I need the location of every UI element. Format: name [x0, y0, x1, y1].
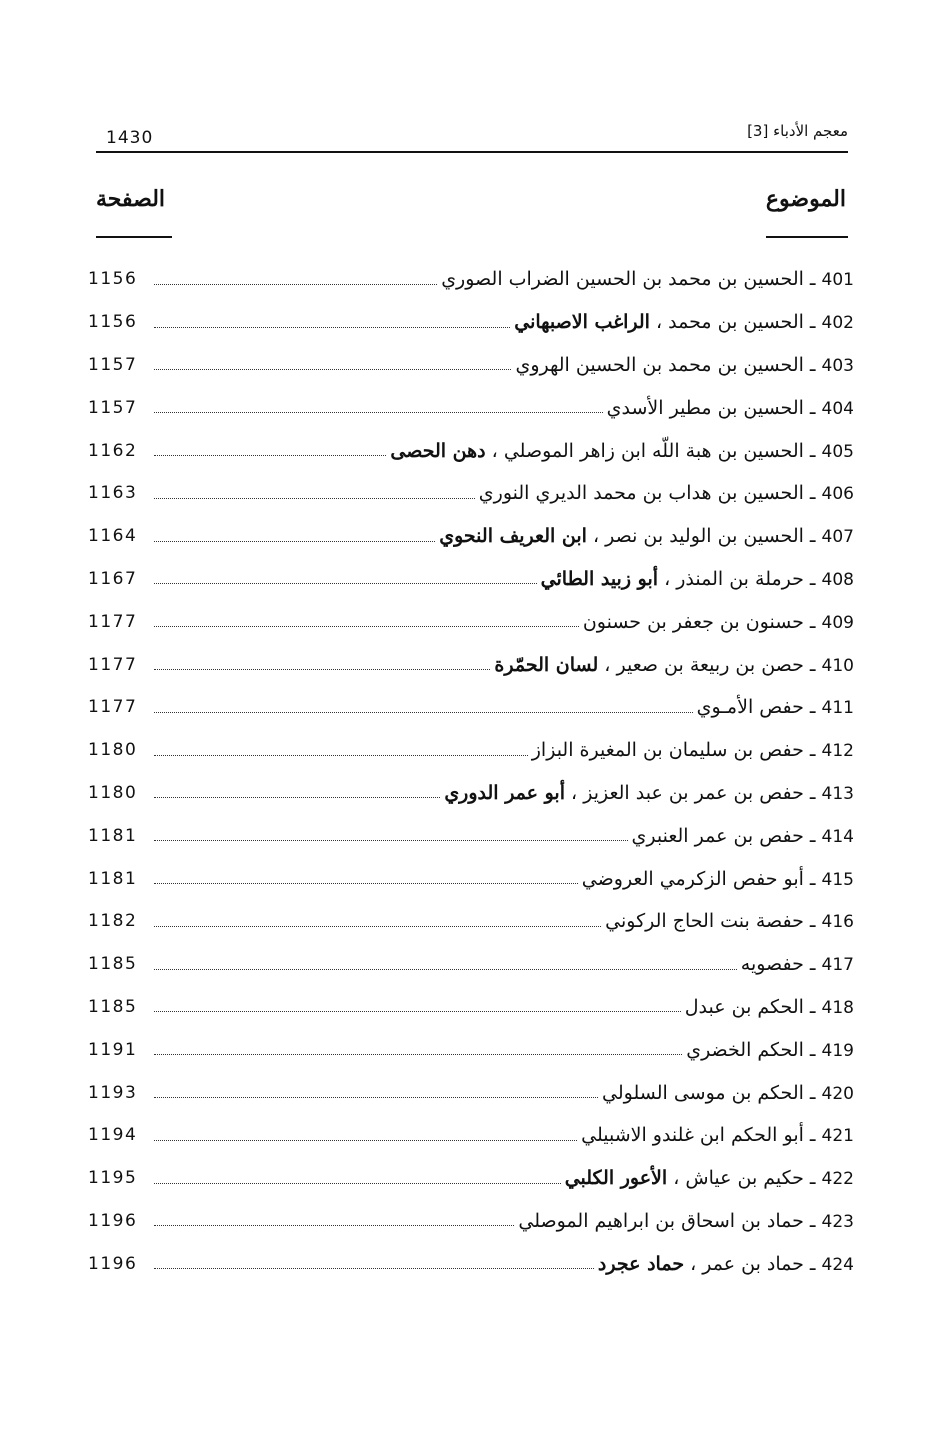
entry-separator: ـ — [803, 1038, 822, 1061]
toc-entry — [602, 1082, 854, 1104]
entry-number: 412 — [821, 741, 854, 762]
running-title: معجم الأدباء [3] — [747, 122, 848, 140]
dot-leader — [154, 883, 578, 884]
toc-row — [88, 472, 854, 515]
dot-leader — [154, 284, 437, 285]
entry-title: الحسين بن محمد بن الحسين الهروي — [515, 353, 804, 376]
dot-leader — [154, 926, 601, 927]
toc-row — [88, 772, 854, 815]
toc-entry — [541, 568, 854, 590]
entry-title: الحسين بن محمد ، — [649, 311, 804, 334]
entry-number: 410 — [821, 655, 854, 676]
entry-page-number: 1177 — [88, 697, 138, 718]
dot-leader — [154, 626, 579, 627]
entry-page-number: 1185 — [88, 996, 138, 1017]
entry-page-number: 1185 — [88, 954, 138, 975]
entry-title: الحكم بن موسى السلولي — [602, 1081, 804, 1104]
entry-separator: ـ — [803, 525, 822, 548]
entry-title: حماد بن اسحاق بن ابراهيم الموصلي — [518, 1209, 804, 1232]
dot-leader — [154, 797, 440, 798]
toc-row — [88, 643, 854, 686]
entry-separator: ـ — [803, 1167, 822, 1190]
entry-number: 423 — [821, 1211, 854, 1232]
toc-entry — [697, 696, 854, 718]
dot-leader — [154, 669, 490, 670]
entry-title: الحسين بن الوليد بن نصر ، — [586, 525, 804, 548]
entry-separator: ـ — [803, 696, 822, 719]
entry-page-number: 1180 — [88, 782, 138, 803]
toc-row — [88, 686, 854, 729]
entry-number: 409 — [821, 612, 854, 633]
entry-number: 405 — [821, 441, 854, 462]
page-heading-rule — [96, 236, 172, 238]
entry-separator: ـ — [803, 311, 822, 334]
entry-title: الحسين بن محمد بن الحسين الضراب الصوري — [441, 268, 804, 291]
entry-page-number: 1167 — [88, 568, 138, 589]
entry-title: أبو الحكم ابن غلندو الاشبيلي — [581, 1124, 804, 1147]
entry-separator: ـ — [803, 268, 822, 291]
toc-row — [88, 386, 854, 429]
dot-leader — [154, 369, 511, 370]
entry-separator: ـ — [803, 396, 822, 419]
entry-number: 418 — [821, 997, 854, 1018]
entry-page-number: 1157 — [88, 354, 138, 375]
toc-entry — [514, 311, 854, 333]
entry-number: 419 — [821, 1040, 854, 1061]
toc-entry — [605, 910, 854, 932]
toc-row — [88, 1028, 854, 1071]
entry-separator: ـ — [803, 824, 822, 847]
entry-page-number: 1181 — [88, 868, 138, 889]
dot-leader — [154, 327, 510, 328]
entry-number: 415 — [821, 869, 854, 890]
entry-title: حسنون بن جعفر بن حسنون — [582, 610, 804, 633]
entry-title: حفص بن عمر بن عبد العزيز ، — [565, 781, 804, 804]
entry-number: 414 — [821, 826, 854, 847]
entry-title-bold: أبو عمر الدوري — [444, 781, 565, 804]
entry-page-number: 1156 — [88, 269, 138, 290]
entry-number: 404 — [821, 398, 854, 419]
entry-number: 417 — [821, 955, 854, 976]
dot-leader — [154, 412, 603, 413]
toc-row — [88, 258, 854, 301]
dot-leader — [154, 1011, 681, 1012]
toc-entry — [479, 482, 854, 504]
entry-title: حرملة بن المنذر ، — [658, 567, 804, 590]
entry-page-number: 1177 — [88, 654, 138, 675]
toc-entry — [518, 1210, 854, 1232]
dot-leader — [154, 712, 693, 713]
entry-title-bold: ابن العريف النحوي — [439, 525, 587, 548]
topic-heading-rule — [766, 236, 848, 238]
dot-leader — [154, 1054, 682, 1055]
entry-page-number: 1162 — [88, 440, 138, 461]
toc-entry — [741, 953, 854, 975]
entry-title: الحكم الخضري — [686, 1038, 804, 1061]
dot-leader — [154, 498, 475, 499]
toc-entry — [444, 782, 854, 804]
toc-row — [88, 986, 854, 1029]
entry-page-number: 1196 — [88, 1253, 138, 1274]
entry-number: 401 — [821, 270, 854, 291]
toc-row — [88, 515, 854, 558]
toc-row — [88, 1114, 854, 1157]
entry-number: 411 — [821, 698, 854, 719]
toc-row — [88, 1071, 854, 1114]
entry-number: 403 — [821, 355, 854, 376]
entry-page-number: 1157 — [88, 397, 138, 418]
toc-row — [88, 814, 854, 857]
entry-page-number: 1181 — [88, 825, 138, 846]
toc-entry — [532, 739, 854, 761]
entry-title: حفص بن عمر العنبري — [631, 824, 804, 847]
entry-page-number: 1194 — [88, 1125, 138, 1146]
entry-page-number: 1180 — [88, 740, 138, 761]
entry-number: 407 — [821, 527, 854, 548]
entry-title: حماد بن عمر ، — [684, 1252, 804, 1275]
entry-title: حفص بن سليمان بن المغيرة البزاز — [531, 739, 804, 762]
dot-leader — [154, 583, 537, 584]
dot-leader — [154, 755, 528, 756]
entry-separator: ـ — [803, 439, 822, 462]
entry-title: حصن بن ربيعة بن صعير ، — [598, 653, 804, 676]
entry-separator: ـ — [803, 995, 822, 1018]
dot-leader — [154, 541, 435, 542]
topic-column-heading: الموضوع — [765, 186, 846, 212]
entry-title-bold: لسان الحمّرة — [494, 653, 599, 676]
entry-number: 408 — [821, 569, 854, 590]
toc-row — [88, 1200, 854, 1243]
entry-page-number: 1163 — [88, 483, 138, 504]
toc-entry — [581, 1124, 854, 1146]
toc-entry — [686, 1039, 854, 1061]
entry-separator: ـ — [803, 739, 822, 762]
toc-entry — [494, 654, 854, 676]
entry-number: 420 — [821, 1083, 854, 1104]
entry-title: الحسين بن مطير الأسدي — [606, 396, 804, 419]
entry-title-bold: أبو زبيد الطائي — [540, 567, 659, 590]
dot-leader — [154, 1097, 598, 1098]
table-of-contents — [88, 258, 854, 1285]
toc-row — [88, 344, 854, 387]
toc-entry — [583, 611, 854, 633]
toc-entry — [515, 354, 854, 376]
entry-separator: ـ — [803, 781, 822, 804]
entry-title: حفصة بنت الحاج الركوني — [605, 910, 804, 933]
entry-separator: ـ — [803, 353, 822, 376]
page-column-heading: الصفحة — [96, 186, 166, 212]
toc-row — [88, 1242, 854, 1285]
entry-title: حكيم بن عياش ، — [667, 1167, 804, 1190]
toc-entry — [390, 440, 854, 462]
dot-leader — [154, 1140, 577, 1141]
toc-entry — [632, 825, 854, 847]
toc-row — [88, 301, 854, 344]
entry-separator: ـ — [803, 953, 822, 976]
entry-separator: ـ — [803, 1252, 822, 1275]
entry-number: 416 — [821, 912, 854, 933]
toc-row — [88, 943, 854, 986]
dot-leader — [154, 1268, 594, 1269]
entry-separator: ـ — [803, 1209, 822, 1232]
entry-separator: ـ — [803, 910, 822, 933]
entry-title-bold: الراغب الاصبهاني — [514, 311, 650, 334]
entry-number: 406 — [821, 484, 854, 505]
entry-title: أبو حفص الزكرمي العروضي — [581, 867, 804, 890]
toc-entry — [441, 268, 854, 290]
toc-row — [88, 429, 854, 472]
entry-page-number: 1195 — [88, 1168, 138, 1189]
toc-row — [88, 857, 854, 900]
entry-page-number: 1196 — [88, 1210, 138, 1231]
toc-entry — [439, 525, 854, 547]
entry-page-number: 1177 — [88, 611, 138, 632]
entry-number: 402 — [821, 313, 854, 334]
entry-title-bold: الأعور الكلبي — [564, 1167, 668, 1190]
entry-number: 421 — [821, 1126, 854, 1147]
toc-row — [88, 900, 854, 943]
entry-title-bold: دهن الحصى — [390, 439, 486, 462]
entry-title: الحسين بن هداب بن محمد الديري النوري — [478, 482, 804, 505]
dot-leader — [154, 455, 386, 456]
toc-row — [88, 600, 854, 643]
entry-title: حفصويه — [740, 953, 804, 976]
entry-title-bold: حماد عجرد — [597, 1252, 685, 1275]
toc-row — [88, 729, 854, 772]
entry-separator: ـ — [803, 653, 822, 676]
dot-leader — [154, 969, 737, 970]
dot-leader — [154, 840, 628, 841]
entry-separator: ـ — [803, 867, 822, 890]
toc-entry — [607, 397, 854, 419]
entry-title: الحكم بن عبدل — [684, 995, 804, 1018]
entry-separator: ـ — [803, 567, 822, 590]
header-rule — [96, 151, 848, 153]
entry-number: 413 — [821, 783, 854, 804]
entry-page-number: 1182 — [88, 911, 138, 932]
page-header — [96, 118, 848, 154]
dot-leader — [154, 1183, 561, 1184]
entry-number: 422 — [821, 1169, 854, 1190]
entry-separator: ـ — [803, 482, 822, 505]
toc-entry — [565, 1167, 854, 1189]
toc-entry — [685, 996, 854, 1018]
page-number: 1430 — [106, 128, 154, 148]
entry-page-number: 1156 — [88, 312, 138, 333]
entry-page-number: 1164 — [88, 526, 138, 547]
dot-leader — [154, 1225, 514, 1226]
toc-entry — [598, 1253, 854, 1275]
entry-title: حفص الأمـوي — [696, 696, 804, 719]
entry-number: 424 — [821, 1254, 854, 1275]
entry-separator: ـ — [803, 1124, 822, 1147]
toc-row — [88, 558, 854, 601]
entry-separator: ـ — [803, 610, 822, 633]
toc-entry — [582, 868, 854, 890]
entry-title: الحسين بن هبة اللّه ابن زاهر الموصلي ، — [485, 439, 804, 462]
entry-page-number: 1193 — [88, 1082, 138, 1103]
entry-page-number: 1191 — [88, 1039, 138, 1060]
toc-row — [88, 1157, 854, 1200]
entry-separator: ـ — [803, 1081, 822, 1104]
